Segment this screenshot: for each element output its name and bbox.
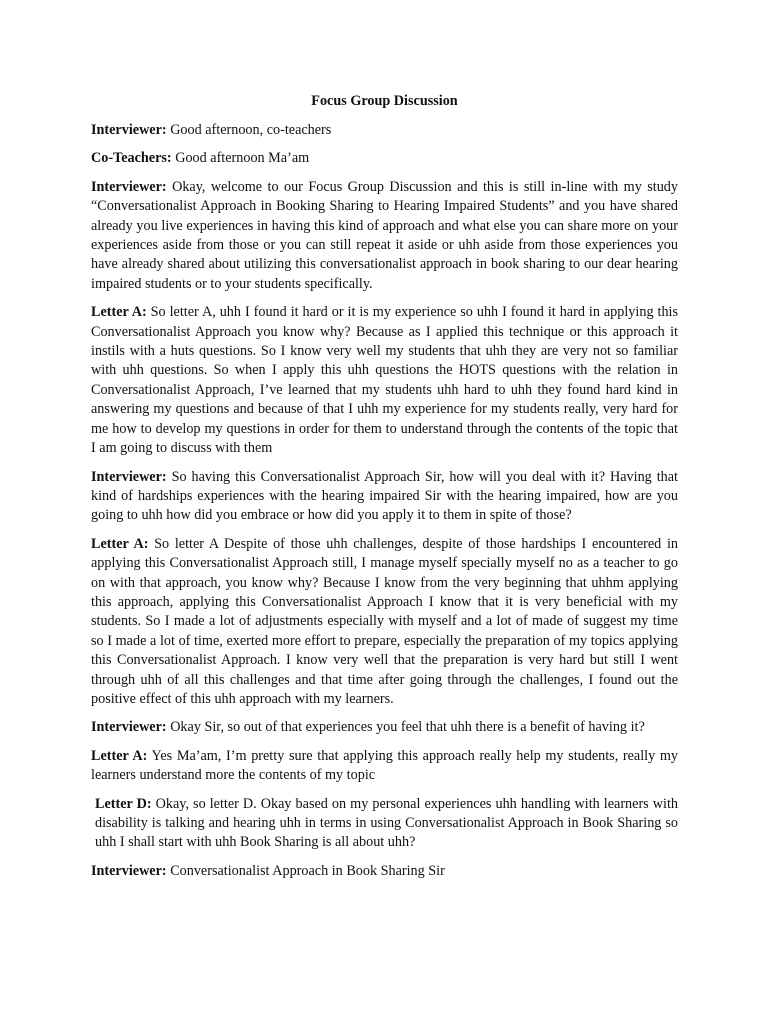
dialogue-turn — [91, 747, 678, 786]
dialogue-turn — [91, 718, 678, 737]
speaker-label: Interviewer: — [91, 719, 167, 736]
speaker-label: Interviewer: — [91, 178, 167, 195]
turn-text: Yes Ma’am, I’m pretty sure that applying this approach really help my students, really my learners understand more the contents of my topic — [91, 747, 678, 784]
turn-text: Good afternoon Ma’am — [171, 150, 310, 167]
dialogue-turn — [91, 178, 678, 294]
speaker-label: Letter A: — [91, 304, 147, 321]
dialogue-turn — [91, 149, 678, 168]
speaker-label: Letter D: — [95, 795, 152, 812]
dialogue-turn — [91, 795, 678, 853]
turn-text: Okay Sir, so out of that experiences you feel that uhh there is a benefit of having it? — [166, 719, 645, 736]
turn-text: Good afternoon, co-teachers — [166, 122, 332, 138]
speaker-label: Co-Teachers: — [91, 150, 172, 167]
dialogue-turn — [91, 535, 678, 710]
dialogue-turn — [91, 862, 678, 881]
speaker-label: Interviewer: — [91, 862, 167, 879]
turn-text: Okay, so letter D. Okay based on my personal experiences uhh handling with learners with disability is talking and hearing uhh in terms in using Conversationalist Approach in Book Sharing so uhh I shall start with uhh Book Sharing is all about uhh? — [95, 795, 678, 851]
turn-text: So letter A Despite of those uhh challenges, despite of those hardships I encountered in applying this Conversationalist Approach still, I manage myself specially myself no as a teacher to go on with that approach, you know why? Because I know from the very beginning that uhhm applying this approach, applying this Conversationalist Approach I know that it is very beneficial with my students. So I made a lot of adjustments especially with myself and a lot of made of suggest my time so I made a lot of time, exerted more effort to prepare, especially the preparation of my topics applying this Conversationalist Approach. I know very well that the preparation is very hard but still I went through uhh of all this challenges and that time after going through the challenges, I found out the positive effect of this uhh approach with my learners. — [91, 535, 678, 707]
dialogue-turn — [91, 303, 678, 458]
speaker-label: Interviewer: — [91, 122, 167, 138]
speaker-label: Interviewer: — [91, 468, 167, 485]
turn-text: So letter A, uhh I found it hard or it is my experience so uhh I found it hard in applying this Conversationalist Approach you know why? Because as I applied this technique or this approach it instils with a huts questions. So I know very well my students that uhh they are very not so familiar with uhh questions. So when I apply this uhh questions the HOTS questions with the relation in Conversationalist Approach, I’ve learned that my students uhh hard to uhh they found hard kind in answering my questions and because of that I uhh my experience for my students really, very hard for me how to develop my questions in order for them to understand through the contents of the topic that I am going to discuss with them — [91, 304, 678, 457]
turn-text: Conversationalist Approach in Book Sharing Sir — [166, 862, 445, 879]
speaker-label: Letter A: — [91, 535, 149, 552]
dialogue-turn — [91, 121, 678, 140]
turn-text: Okay, welcome to our Focus Group Discussion and this is still in-line with my study “Conversationalist Approach in Booking Sharing to Hearing Impaired Students” and you have shared already you live experiences in having this kind of approach and what else you can share more on your experiences aside from those or you can still repeat it aside or uhh aside from those experiences you have already shared about utilizing this conversationalist approach in book sharing to our dear hearing impaired students or to your students specifically. — [91, 178, 678, 292]
dialogue-turn — [91, 468, 678, 526]
turn-text: So having this Conversationalist Approach Sir, how will you deal with it? Having that kind of hardships experiences with the hearing impaired Sir with the hearing impaired, how are you going to uhh how did you embrace or how did you apply it to them in spite of those? — [91, 468, 678, 524]
document-title: Focus Group Discussion — [311, 93, 458, 109]
speaker-label: Letter A: — [91, 747, 148, 764]
